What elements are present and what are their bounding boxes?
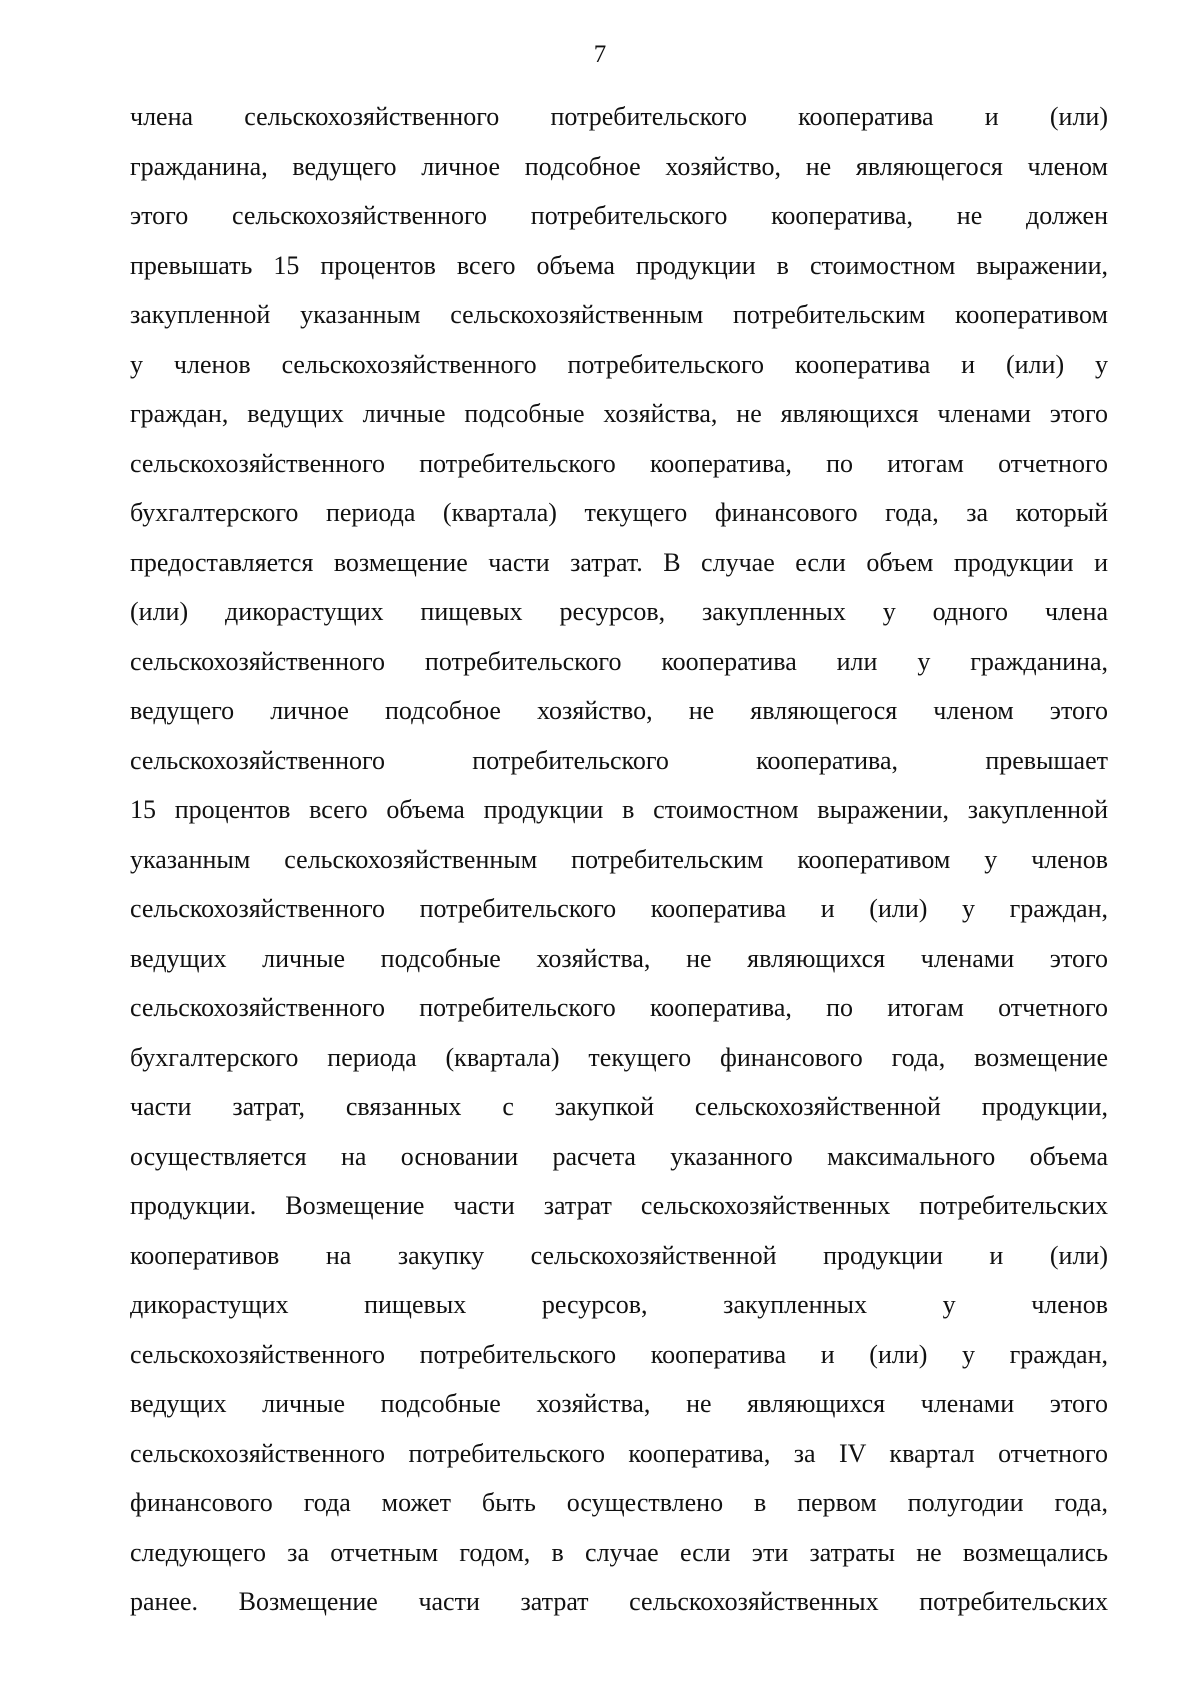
text-line: ведущего личное подсобное хозяйство, не являющегося членом этого [130, 696, 1108, 725]
text-line: сельскохозяйственного потребительского кооператива, превышает [130, 745, 1108, 775]
text-line: закупленной указанным сельскохозяйственным потребительским кооперативом [130, 300, 1108, 329]
text-line: бухгалтерского периода (квартала) текущего финансового года, за который [130, 498, 1108, 527]
body-paragraph [130, 92, 1108, 1627]
text-line: сельскохозяйственного потребительского кооператива, по итогам отчетного [130, 993, 1108, 1022]
text-line: у членов сельскохозяйственного потребительского кооператива и (или) у [130, 349, 1108, 379]
text-line: сельскохозяйственного потребительского кооператива и (или) у граждан, [130, 894, 1108, 923]
text-line: продукции. Возмещение части затрат сельскохозяйственных потребительских [130, 1191, 1108, 1220]
text-line: (или) дикорастущих пищевых ресурсов, закупленных у одного члена [130, 597, 1108, 626]
text-line: сельскохозяйственного потребительского кооператива, по итогам отчетного [130, 448, 1108, 478]
text-line: финансового года может быть осуществлено в первом полугодии года, [130, 1488, 1108, 1517]
text-line: ведущих личные подсобные хозяйства, не являющихся членами этого [130, 1389, 1108, 1418]
text-line: ведущих личные подсобные хозяйства, не являющихся членами этого [130, 943, 1108, 973]
text-line: ранее. Возмещение части затрат сельскохозяйственных потребительских [130, 1587, 1108, 1616]
text-line: указанным сельскохозяйственным потребительским кооперативом у членов [130, 844, 1108, 874]
text-line: сельскохозяйственного потребительского кооператива или у гражданина, [130, 646, 1108, 676]
text-line: части затрат, связанных с закупкой сельскохозяйственной продукции, [130, 1092, 1108, 1121]
text-line: предоставляется возмещение части затрат. В случае если объем продукции и [130, 547, 1108, 577]
text-line: кооперативов на закупку сельскохозяйственной продукции и (или) [130, 1240, 1108, 1270]
text-line: этого сельскохозяйственного потребительского кооператива, не должен [130, 201, 1108, 230]
text-line: члена сельскохозяйственного потребительского кооператива и (или) [130, 102, 1108, 131]
text-line: превышать 15 процентов всего объема продукции в стоимостном выражении, [130, 250, 1108, 280]
text-line: граждан, ведущих личные подсобные хозяйства, не являющихся членами этого [130, 399, 1108, 428]
text-line: осуществляется на основании расчета указанного максимального объема [130, 1141, 1108, 1171]
text-line: 15 процентов всего объема продукции в стоимостном выражении, закупленной [130, 795, 1108, 824]
text-line: сельскохозяйственного потребительского кооператива и (или) у граждан, [130, 1339, 1108, 1369]
text-line: дикорастущих пищевых ресурсов, закупленных у членов [130, 1290, 1108, 1319]
text-line: бухгалтерского периода (квартала) текущего финансового года, возмещение [130, 1042, 1108, 1072]
page-number: 7 [593, 41, 607, 68]
text-line: сельскохозяйственного потребительского кооператива, за IV квартал отчетного [130, 1438, 1108, 1468]
text-line: следующего за отчетным годом, в случае если эти затраты не возмещались [130, 1537, 1108, 1567]
text-line: гражданина, ведущего личное подсобное хозяйство, не являющегося членом [130, 151, 1108, 181]
